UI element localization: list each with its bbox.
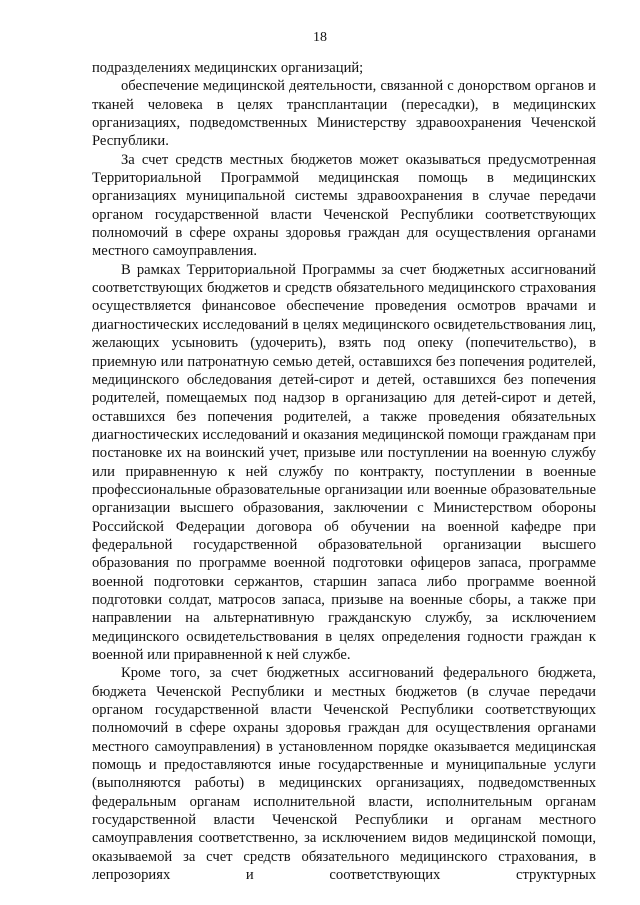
paragraph-2: обеспечение медицинской деятельности, связанной с донорством органов и тканей человека в целях трансплантации (пересадки), в медицинских организациях, подведомственных Министерству здравоохранения Чеченской Республики.	[92, 78, 596, 150]
paragraph-4: В рамках Территориальной Программы за счет бюджетных ассигнований соответствующих бюджетов и средств обязательного медицинского страхования осуществляется финансовое обеспечение проведения осмотров врачами и диагностических исследований в целях медицинского освидетельствования лиц, желающих усыновить (удочерить), взять под опеку (попечительство), в приемную или патронатную семью детей, оставшихся без попечения родителей, медицинского обследования детей-сирот и детей, оставшихся без попечения родителей, помещаемых под надзор в организацию для детей-сирот и детей, оставшихся без попечения родителей, а также проведения обязательных диагностических исследований и оказания медицинской помощи гражданам при постановке их на воинский учет, призыве или поступлении на военную службу или приравненную к ней службу по контракту, поступлении в военные профессиональные образовательные организации или военные образовательные организации высшего образования, заключении с Министерством обороны Российской Федерации договора об обучении на военной кафедре при федеральной государственной образовательной организации высшего образования по программе военной подготовки офицеров запаса, программе военной подготовки сержантов, старшин запаса либо программе военной подготовки солдат, матросов запаса, призыве на военные сборы, а также при направлении на альтернативную гражданскую службу, за исключением медицинского освидетельствования в целях определения годности граждан к военной или приравненной к ней службе.	[92, 261, 596, 663]
paragraph-5: Кроме того, за счет бюджетных ассигнований федерального бюджета, бюджета Чеченской Республики и местных бюджетов (в случае передачи органом государственной власти Чеченской Республики соответствующих полномочий в сфере охраны здоровья граждан для осуществления органами местного самоуправления) в установленном порядке оказывается медицинская помощь и предоставляются иные государственные и муниципальные услуги (выполняются работы) в медицинских организациях, подведомственных федеральным органам исполнительной власти, исполнительным органам государственной власти Чеченской Республики и органам местного самоуправления соответственно, за исключением видов медицинской помощи, оказываемой за счет средств обязательного медицинского страхования, в лепрозориях и соответствующих структурных	[92, 665, 596, 884]
page-number: 18	[313, 30, 327, 45]
document-body	[92, 59, 596, 884]
paragraph-3: За счет средств местных бюджетов может оказываться предусмотренная Территориальной Программой медицинская помощь в медицинских организациях муниципальной системы здравоохранения в случае передачи органом государственной власти Чеченской Республики соответствующих полномочий в сфере охраны здоровья граждан для осуществления органами местного самоуправления.	[92, 151, 596, 260]
paragraph-1: подразделениях медицинских организаций;	[92, 60, 364, 76]
